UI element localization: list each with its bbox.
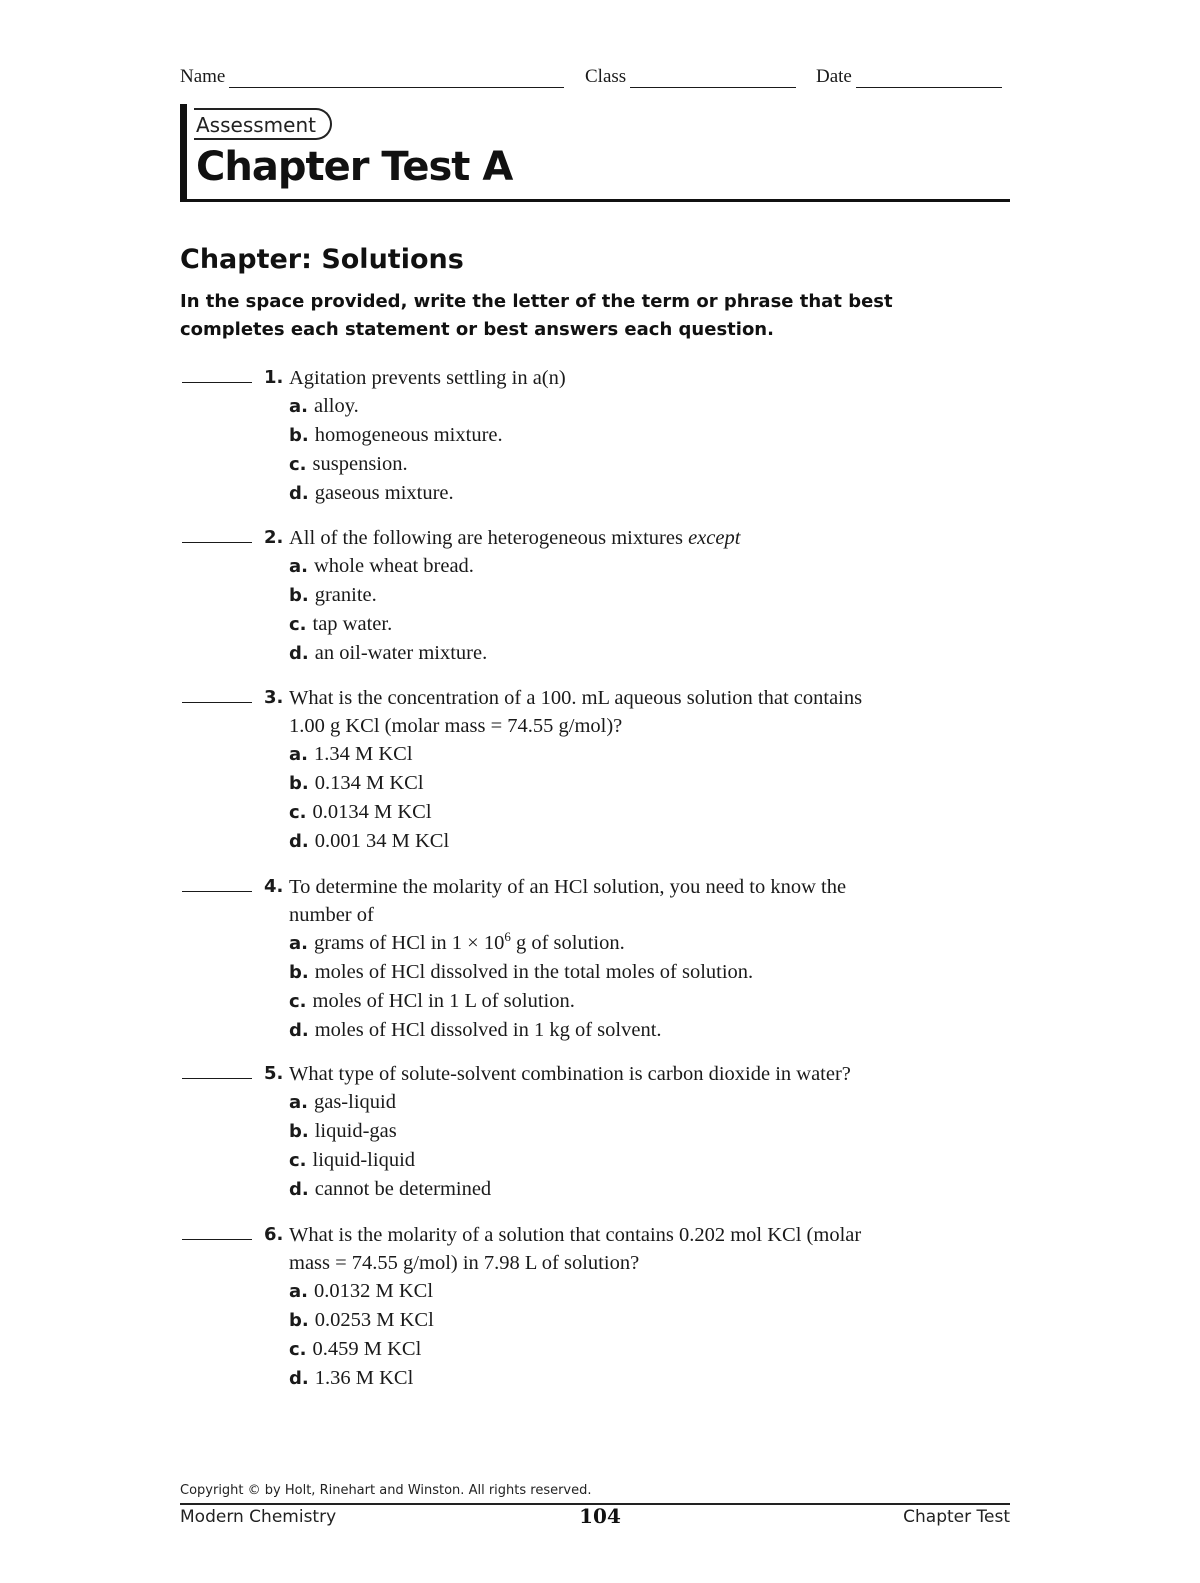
question-number: 3.: [264, 687, 284, 708]
option-b: b. 0.0253 M KCl: [289, 1309, 434, 1331]
question-stem-line-1: To determine the molarity of an HCl solution, you need to know the: [289, 876, 847, 898]
option-c: c. tap water.: [289, 613, 393, 635]
name-blank[interactable]: [229, 68, 564, 88]
option-b: b. moles of HCl dissolved in the total moles of solution.: [289, 961, 754, 983]
option-b: b. liquid-gas: [289, 1120, 397, 1142]
book-title: Modern Chemistry: [180, 1507, 337, 1527]
question-number: 2.: [264, 527, 284, 548]
option-c: c. moles of HCl in 1 L of solution.: [289, 990, 575, 1012]
answer-blank-5[interactable]: [182, 1078, 252, 1079]
question-number: 6.: [264, 1224, 284, 1245]
question-stem-line-2: mass = 74.55 g/mol) in 7.98 L of solution?: [289, 1252, 640, 1274]
option-a: a. whole wheat bread.: [289, 555, 474, 577]
class-label: Class: [585, 66, 627, 87]
question-stem-line-2: 1.00 g KCl (molar mass = 74.55 g/mol)?: [289, 715, 623, 737]
question-number: 4.: [264, 876, 284, 897]
option-c: c. suspension.: [289, 453, 408, 475]
question-number: 5.: [264, 1063, 284, 1084]
answer-blank-2[interactable]: [182, 542, 252, 543]
emphasis-except: except: [688, 527, 741, 549]
instructions: In the space provided, write the letter of the term or phrase that best completes each statement or best answers each question.: [180, 291, 893, 340]
question-5: [182, 1060, 1002, 1204]
name-field: [180, 66, 564, 88]
title-block: [180, 104, 1010, 202]
section-label: Chapter Test: [903, 1507, 1010, 1527]
name-label: Name: [180, 66, 226, 87]
question-stem-line-1: What is the molarity of a solution that contains 0.202 mol KCl (molar: [289, 1224, 862, 1246]
option-c: c. 0.0134 M KCl: [289, 801, 432, 823]
question-stem-line-2: number of: [289, 904, 374, 926]
option-d: d. 0.001 34 M KCl: [289, 830, 450, 852]
copyright-notice: Copyright © by Holt, Rinehart and Winston. All rights reserved.: [180, 1483, 592, 1498]
option-d: d. moles of HCl dissolved in 1 kg of solvent.: [289, 1019, 662, 1041]
class-field: [585, 66, 796, 88]
option-d: d. 1.36 M KCl: [289, 1367, 414, 1389]
option-d: d. cannot be determined: [289, 1178, 492, 1200]
title-side-bar: [180, 104, 187, 200]
assessment-badge: Assessment: [194, 108, 332, 140]
question-2: [182, 524, 1002, 668]
date-blank[interactable]: [856, 68, 1002, 88]
option-b: b. granite.: [289, 584, 377, 606]
student-info-fields: [180, 66, 1010, 96]
question-4: [182, 873, 1002, 1045]
date-label: Date: [816, 66, 852, 87]
question-stem: What type of solute-solvent combination is carbon dioxide in water?: [289, 1063, 851, 1085]
option-c: c. 0.459 M KCl: [289, 1338, 422, 1360]
question-stem: All of the following are heterogeneous mixtures except: [289, 527, 741, 549]
date-field: [816, 66, 1002, 88]
option-b: b. 0.134 M KCl: [289, 772, 424, 794]
answer-blank-4[interactable]: [182, 891, 252, 892]
question-stem-line-1: What is the concentration of a 100. mL aqueous solution that contains: [289, 687, 863, 709]
answer-blank-3[interactable]: [182, 702, 252, 703]
option-a: a. alloy.: [289, 395, 359, 417]
option-c: c. liquid-liquid: [289, 1149, 416, 1171]
answer-blank-1[interactable]: [182, 382, 252, 383]
option-d: d. gaseous mixture.: [289, 482, 454, 504]
class-blank[interactable]: [630, 68, 796, 88]
question-number: 1.: [264, 367, 284, 388]
page-number: 104: [579, 1504, 621, 1528]
question-3: [182, 684, 1002, 856]
option-a: a. grams of HCl in $1 \times 10^6$ g of solution.: [289, 929, 625, 954]
option-d: d. an oil-water mixture.: [289, 642, 488, 664]
option-a: a. gas-liquid: [289, 1091, 396, 1113]
option-a: a. 1.34 M KCl: [289, 743, 413, 765]
question-stem: Agitation prevents settling in a(n): [289, 367, 566, 389]
question-1: [182, 364, 1002, 508]
question-6: [182, 1221, 1002, 1393]
page-title: Chapter Test A: [196, 144, 513, 190]
option-a: a. 0.0132 M KCl: [289, 1280, 434, 1302]
title-rule: [180, 199, 1010, 202]
answer-blank-6[interactable]: [182, 1239, 252, 1240]
chapter-heading: Chapter: Solutions: [180, 244, 464, 275]
option-b: b. homogeneous mixture.: [289, 424, 503, 446]
